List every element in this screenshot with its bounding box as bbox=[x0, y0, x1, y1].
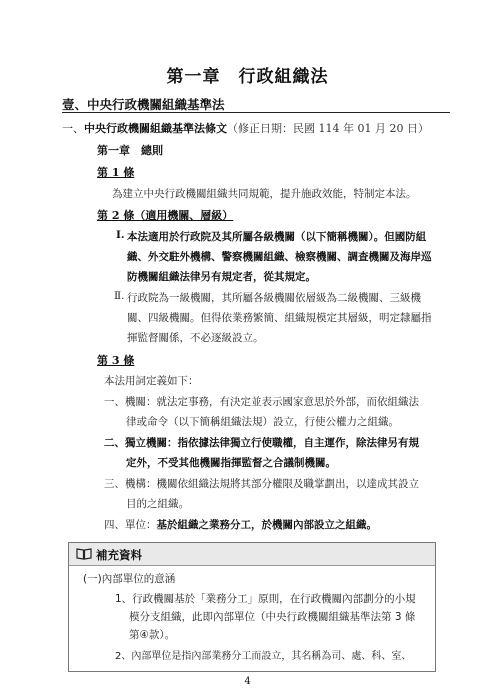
article-heading: 第一章 總則 bbox=[97, 144, 163, 157]
definition-1-term: 一、機關： bbox=[104, 396, 157, 408]
definition-1-text: 就法定事務，有決定並表示國家意思於外部，而依組織法 bbox=[156, 396, 419, 408]
book-icon bbox=[76, 547, 92, 560]
definition-2-cont: 定外，不受其他機關指揮監督之合議制機關。 bbox=[126, 457, 336, 469]
article-2-para2-line: 行政院為一級機關，其所屬各級機關依層級為二級機關、三級機 bbox=[127, 292, 421, 304]
definition-2-text: 指依據法律獨立行使職權，自主運作，除法律另有規 bbox=[177, 437, 419, 449]
chapter-title: 第一章 行政組織法 bbox=[166, 67, 329, 87]
definition-3-text: 機關依組織法規將其部分權限及職掌劃出，以達成其設立 bbox=[156, 478, 419, 490]
definition-4-text: 基於組織之業務分工，於機關內部設立之組織。 bbox=[156, 519, 377, 531]
definition-3-cont: 目的之組織。 bbox=[126, 498, 189, 510]
article-2-para2-line: 揮監督關係，不必逐級設立。 bbox=[127, 332, 264, 344]
page-number: 4 bbox=[244, 676, 251, 687]
definition-2 bbox=[104, 435, 419, 450]
article-2-label: 第 2 條（適用機關、層級） bbox=[97, 209, 234, 222]
article-1-label: 第 1 條 bbox=[97, 166, 135, 179]
sub-heading bbox=[62, 120, 429, 136]
supplement-box bbox=[68, 542, 436, 672]
section-title: 壹、中央行政機關組織基準法 bbox=[62, 97, 225, 112]
definition-3-term: 三、機構： bbox=[104, 478, 157, 490]
article-2-para1-line: 本法適用於行政院及其所屬各級機關（以下簡稱機關）。但國防組 bbox=[127, 231, 427, 243]
supplement-header bbox=[69, 543, 435, 566]
definition-4 bbox=[104, 517, 377, 532]
supplement-item-2: 2、內部單位是指內部業務分工而設立，其名稱為司、處、科、室、 bbox=[115, 651, 412, 662]
definition-1-cont: 律或命令（以下簡稱組織法規）設立，行使公權力之組織。 bbox=[126, 416, 399, 428]
definition-1 bbox=[104, 394, 419, 409]
article-2-para1-line: 織、外交駐外機構、警察機關組織、檢察機關、調查機關及海岸巡 bbox=[127, 251, 432, 263]
supplement-title: 補充資料 bbox=[96, 548, 142, 562]
sub-heading-name: 中央行政機關組織基準法條文 bbox=[84, 122, 227, 135]
article-2-para2-prefix: Ⅱ. bbox=[114, 290, 125, 302]
sub-heading-note: （修正日期：民國 114 年 01 月 20 日） bbox=[227, 122, 429, 135]
definition-4-term: 四、單位： bbox=[104, 519, 157, 531]
article-3-intro: 本法用詞定義如下： bbox=[104, 375, 199, 387]
supplement-item-1: 1、行政機關基於「業務分工」原則，在行政機關內部劃分的小規 bbox=[115, 593, 416, 605]
article-3-label: 第 3 條 bbox=[97, 354, 135, 367]
supplement-subtitle: (一)內部單位的意涵 bbox=[83, 573, 176, 585]
article-2-para1-prefix: Ⅰ. bbox=[116, 229, 125, 241]
definition-2-term: 二、獨立機關： bbox=[104, 437, 178, 449]
definition-3 bbox=[104, 476, 419, 491]
section-divider bbox=[62, 112, 450, 113]
article-2-para2-line: 關、四級機關。但得依業務繁簡、組織規模定其層級，明定隸屬指 bbox=[127, 312, 432, 324]
sub-heading-prefix: 一、 bbox=[62, 122, 84, 135]
supplement-item-1-cont: 模分支組織，此即內部單位（中央行政機關組織基準法第 3 條 bbox=[129, 611, 416, 623]
supplement-item-1-cont: 第④款）。 bbox=[129, 629, 176, 641]
article-2-para1-line: 防機關組織法律另有規定者，從其規定。 bbox=[127, 271, 316, 283]
article-1-text: 為建立中央行政機關組織共同規範，提升施政效能，特制定本法。 bbox=[112, 188, 417, 200]
